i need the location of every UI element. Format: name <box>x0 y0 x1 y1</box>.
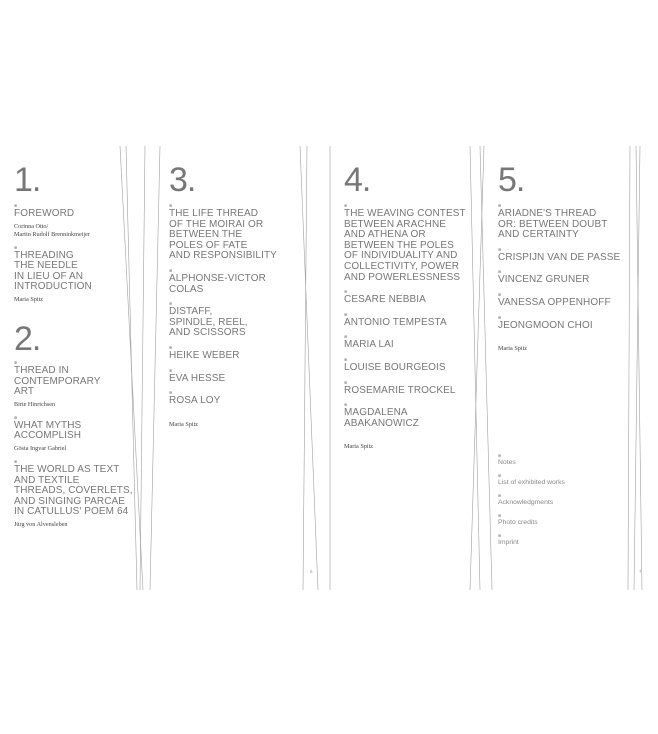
entry-marker: ■ <box>498 533 502 539</box>
column-5 <box>498 161 628 546</box>
entry-title: WHAT MYTHS ACCOMPLISH <box>14 419 82 442</box>
entry-author: Jürg von Alvensleben <box>14 520 68 528</box>
column-1 <box>14 163 134 529</box>
entry-marker: ■ <box>498 493 502 499</box>
thread-line <box>150 146 160 590</box>
entry-author: Maria Spitz <box>14 295 44 303</box>
entry-title: EVA HESSE <box>169 372 226 384</box>
entry-marker: ■ <box>169 301 173 308</box>
section-number-1: 1. <box>14 161 41 199</box>
entry-marker: ■ <box>344 402 348 409</box>
entry-marker: ■ <box>498 291 502 298</box>
entry-title: ARIADNE'S THREAD OR: BETWEEN DOUBT AND CERTAINTY <box>498 208 608 241</box>
section-number-2: 2. <box>14 319 41 358</box>
entry-marker: ■ <box>14 203 18 209</box>
section-number-4: 4. <box>344 161 371 199</box>
appendix-item: Notes <box>498 459 516 466</box>
entry-marker: ■ <box>344 334 348 341</box>
entry-marker: ■ <box>14 359 18 366</box>
entry-author: Birte Hinrichsen <box>14 400 56 408</box>
entry-title: THE LIFE THREAD OF THE MOIRAI OR BETWEEN THE POLES OF FATE AND RESPONSIBILITY <box>169 208 277 262</box>
entry-marker: ■ <box>344 311 348 318</box>
entry-title: JEONGMOON CHOI <box>498 319 593 331</box>
entry-title: ROSA LOY <box>169 395 221 407</box>
entry-marker: ■ <box>14 244 18 251</box>
entry-marker: ■ <box>344 356 348 363</box>
entry-marker: ■ <box>169 267 173 274</box>
appendix-item: Imprint <box>498 539 519 546</box>
entry-title: MARIA LAI <box>344 339 394 351</box>
entry-author: Maria Spitz <box>169 420 199 428</box>
entry-title: THE WORLD AS TEXT AND TEXTILE THREADS, COVERLETS, AND SINGING PARCAE IN CATULLUS' POEM 64 <box>14 463 133 518</box>
column-4 <box>344 163 474 451</box>
entry-title: ANTONIO TEMPESTA <box>344 316 447 328</box>
entry-title: MAGDALENA ABAKANOWICZ <box>344 407 419 429</box>
entry-marker: ■ <box>14 414 18 421</box>
entry-title: THREAD IN CONTEMPORARY ART <box>14 364 101 398</box>
appendix-list <box>498 453 628 547</box>
entry-marker: ■ <box>169 203 173 209</box>
entry-marker: ■ <box>498 314 502 321</box>
entry-title: ROSEMARIE TROCKEL <box>344 384 456 396</box>
entry-marker: ■ <box>498 473 502 479</box>
page-number-right: 7 <box>639 569 642 574</box>
entry-title: CRISPIJN VAN DE PASSE <box>498 251 621 263</box>
appendix-item: Photo credits <box>498 519 538 526</box>
entry-title: THE WEAVING CONTEST BETWEEN ARACHNE AND ATHENA OR BETWEEN THE POLES OF INDIVIDUALITY AND COLLECTIVITY, POWER AND POWERLESSNESS <box>344 208 466 283</box>
entry-title: THREADING THE NEEDLE IN LIEU OF AN INTRODUCTION <box>14 249 92 293</box>
entry-marker: ■ <box>344 203 348 209</box>
thread-line <box>300 146 318 590</box>
entry-marker: ■ <box>169 344 173 351</box>
entry-marker: ■ <box>344 379 348 386</box>
entry-title: FOREWORD <box>14 208 75 219</box>
entry-title: VINCENZ GRUNER <box>498 274 590 286</box>
entry-author: Corinna Otto/ Martin Rudolf Brenninkmeijer <box>14 222 90 238</box>
thread-line <box>628 146 630 590</box>
entry-title: LOUISE BOURGEOIS <box>344 361 446 373</box>
entry-title: DISTAFF, SPINDLE, REEL, AND SCISSORS <box>169 306 248 339</box>
entry-marker: ■ <box>498 203 502 209</box>
entry-marker: ■ <box>498 269 502 276</box>
column-3 <box>169 163 294 429</box>
entry-title: VANESSA OPPENHOFF <box>498 296 611 308</box>
entry-marker: ■ <box>498 246 502 253</box>
entry-author: Gösta Ingvar Gabriel <box>14 444 67 452</box>
entry-marker: ■ <box>498 453 502 459</box>
entry-author: Maria Spitz <box>498 345 528 353</box>
entry-title: CESARE NEBBIA <box>344 294 426 306</box>
appendix-item: List of exhibited works <box>498 479 565 486</box>
entry-title: ALPHONSE-VICTOR COLAS <box>169 272 266 295</box>
entry-title: HEIKE WEBER <box>169 349 240 361</box>
page-number-left: 6 <box>310 569 313 574</box>
thread-line <box>140 146 145 590</box>
entry-marker: ■ <box>344 289 348 296</box>
section-number-3: 3. <box>169 161 196 199</box>
thread-line <box>303 146 307 590</box>
entry-marker: ■ <box>169 367 173 374</box>
entry-author: Maria Spitz <box>344 443 374 451</box>
entry-marker: ■ <box>498 513 502 519</box>
appendix-item: Acknowledgments <box>498 499 554 506</box>
entry-marker: ■ <box>169 390 173 397</box>
entry-marker: ■ <box>14 458 18 465</box>
section-number-5: 5. <box>498 161 525 199</box>
